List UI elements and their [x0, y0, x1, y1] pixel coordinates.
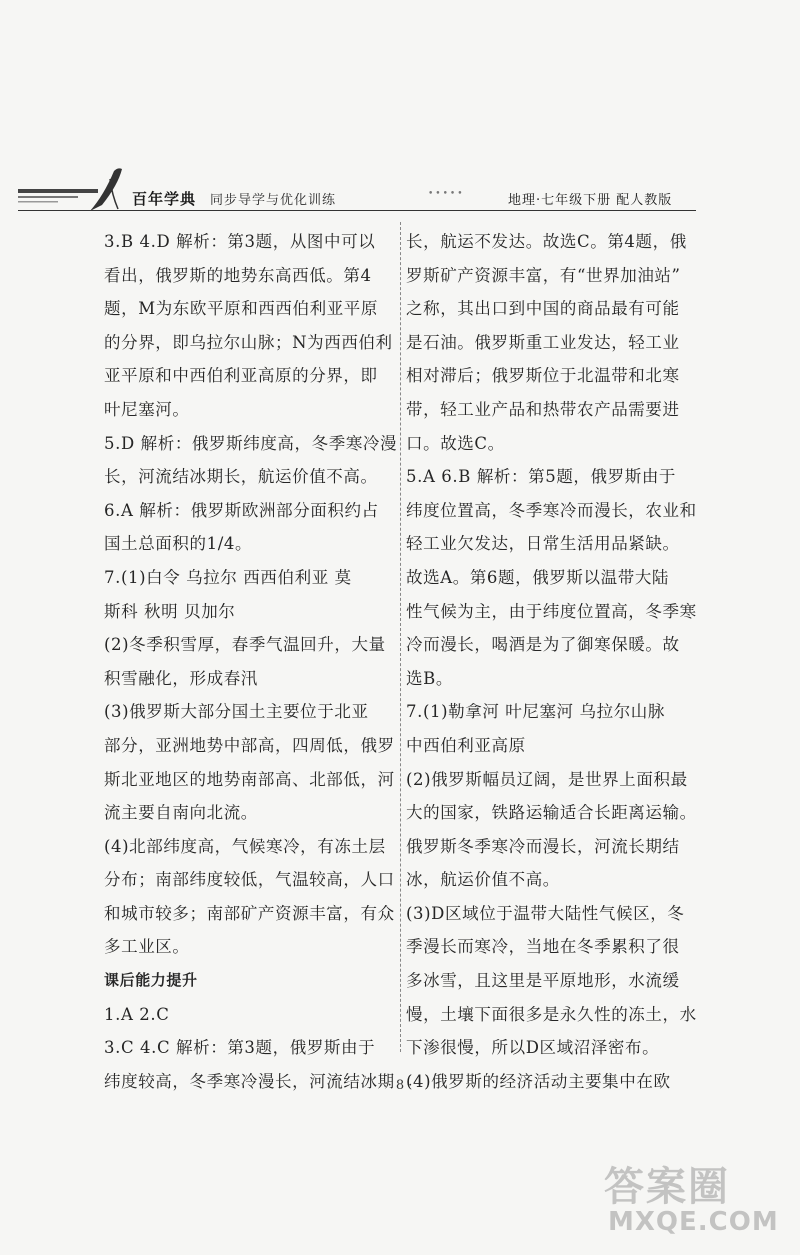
page-number: · 8 ·	[387, 1078, 413, 1093]
header-rule	[18, 210, 696, 211]
text-line: 故选A。第6题，俄罗斯以温带大陆	[406, 567, 670, 587]
text-line: 5.A 6.B 解析：第5题，俄罗斯由于	[406, 467, 677, 487]
series-title: 同步导学与优化训练	[210, 193, 337, 208]
text-line: 斯科 秋明 贝加尔	[104, 601, 236, 621]
text-line: 多工业区。	[104, 937, 190, 957]
left-column	[104, 225, 404, 1098]
text-line: 1.A 2.C	[104, 1004, 170, 1024]
text-line: 慢，土壤下面很多是永久性的冻土，水	[406, 1004, 697, 1024]
text-line: 罗斯矿产资源丰富，有“世界加油站”	[406, 265, 681, 285]
text-line: 斯北亚地区的地势南部高、北部低，河	[104, 769, 395, 789]
subject-grade: 地理·七年级下册 配人教版	[508, 193, 673, 208]
text-line: 7.(1)勒拿河 叶尼塞河 乌拉尔山脉	[406, 702, 666, 722]
text-line: (3)D区域位于温带大陆性气候区，冬	[406, 903, 685, 923]
text-line: 积雪融化，形成春汛	[104, 668, 258, 688]
text-line: 相对滞后；俄罗斯位于北温带和北寒	[406, 366, 680, 386]
text-line: 题，M为东欧平原和西西伯利亚平原	[104, 299, 378, 319]
text-line: 多冰雪，且这里是平原地形，水流缓	[406, 971, 680, 991]
text-line: (2)俄罗斯幅员辽阔，是世界上面积最	[406, 769, 688, 789]
text-line: 纬度位置高，冬季寒冷而漫长，农业和	[406, 500, 697, 520]
text-line: 下渗很慢，所以D区域沼泽密布。	[406, 1038, 660, 1058]
text-line: 6.A 解析：俄罗斯欧洲部分面积约占	[104, 500, 379, 520]
header-dots: •••••	[428, 189, 465, 199]
column-divider	[400, 222, 401, 1052]
text-line: 长，河流结冰期长，航运价值不高。	[104, 467, 378, 487]
text-line: 分布；南部纬度较低，气温较高，人口	[104, 870, 395, 890]
text-line: 7.(1)白令 乌拉尔 西西伯利亚 莫	[104, 567, 352, 587]
text-line: 长，航运不发达。故选C。第4题，俄	[406, 232, 687, 251]
text-line: 性气候为主，由于纬度位置高，冬季寒	[406, 601, 697, 621]
text-line: 冷而漫长，喝酒是为了御寒保暖。故	[406, 635, 680, 655]
text-line: 纬度较高，冬季寒冷漫长，河流结冰期	[104, 1071, 395, 1091]
watermark	[594, 1155, 784, 1245]
text-line: 之称，其出口到中国的商品最有可能	[406, 299, 680, 319]
text-line: 轻工业欠发达，日常生活用品紧缺。	[406, 534, 680, 554]
text-line: (2)冬季积雪厚，春季气温回升，大量	[104, 635, 386, 655]
text-line: (4)北部纬度高，气候寒冷，有冻土层	[104, 836, 386, 856]
text-line: 冰，航运价值不高。	[406, 870, 560, 890]
text-line: 部分，亚洲地势中部高，四周低，俄罗	[104, 735, 395, 755]
text-line: 俄罗斯冬季寒冷而漫长，河流长期结	[406, 836, 680, 856]
text-line: 5.D 解析：俄罗斯纬度高，冬季寒冷漫	[104, 433, 398, 453]
text-line: (4)俄罗斯的经济活动主要集中在欧	[406, 1071, 671, 1091]
text-line: 中西伯利亚高原	[406, 735, 526, 755]
text-line: 季漫长而寒冷，当地在冬季累积了很	[406, 937, 680, 957]
right-column	[406, 225, 702, 1098]
text-line: 是石油。俄罗斯重工业发达，轻工业	[406, 332, 680, 352]
text-line: 和城市较多；南部矿产资源丰富，有众	[104, 903, 395, 923]
text-line: 叶尼塞河。	[104, 399, 190, 419]
text-line: 3.C 4.C 解析：第3题，俄罗斯由于	[104, 1038, 376, 1058]
text-line: 的分界，即乌拉尔山脉；N为西西伯利	[104, 332, 393, 352]
text-line: 流主要自南向北流。	[104, 803, 258, 823]
watermark-logo: 答案圈	[604, 1164, 730, 1210]
brand-title: 百年学典	[132, 190, 197, 208]
text-line: 亚平原和中西伯利亚高原的分界，即	[104, 366, 378, 386]
watermark-url: MXQE.COM	[608, 1207, 779, 1237]
text-line: 大的国家，铁路运输适合长距离运输。	[406, 803, 697, 823]
text-line: (3)俄罗斯大部分国土主要位于北亚	[104, 702, 369, 722]
text-line: 3.B 4.D 解析：第3题，从图中可以	[104, 232, 376, 251]
quill-logo-icon	[18, 165, 128, 215]
text-line: 看出，俄罗斯的地势东高西低。第4	[104, 265, 372, 285]
text-line: 选B。	[406, 668, 453, 688]
text-line: 国土总面积的1/4。	[104, 534, 253, 554]
section-heading: 课后能力提升	[104, 971, 198, 990]
text-line: 带，轻工业产品和热带农产品需要进	[406, 399, 680, 419]
page-header	[0, 155, 800, 215]
text-line: 口。故选C。	[406, 433, 505, 453]
